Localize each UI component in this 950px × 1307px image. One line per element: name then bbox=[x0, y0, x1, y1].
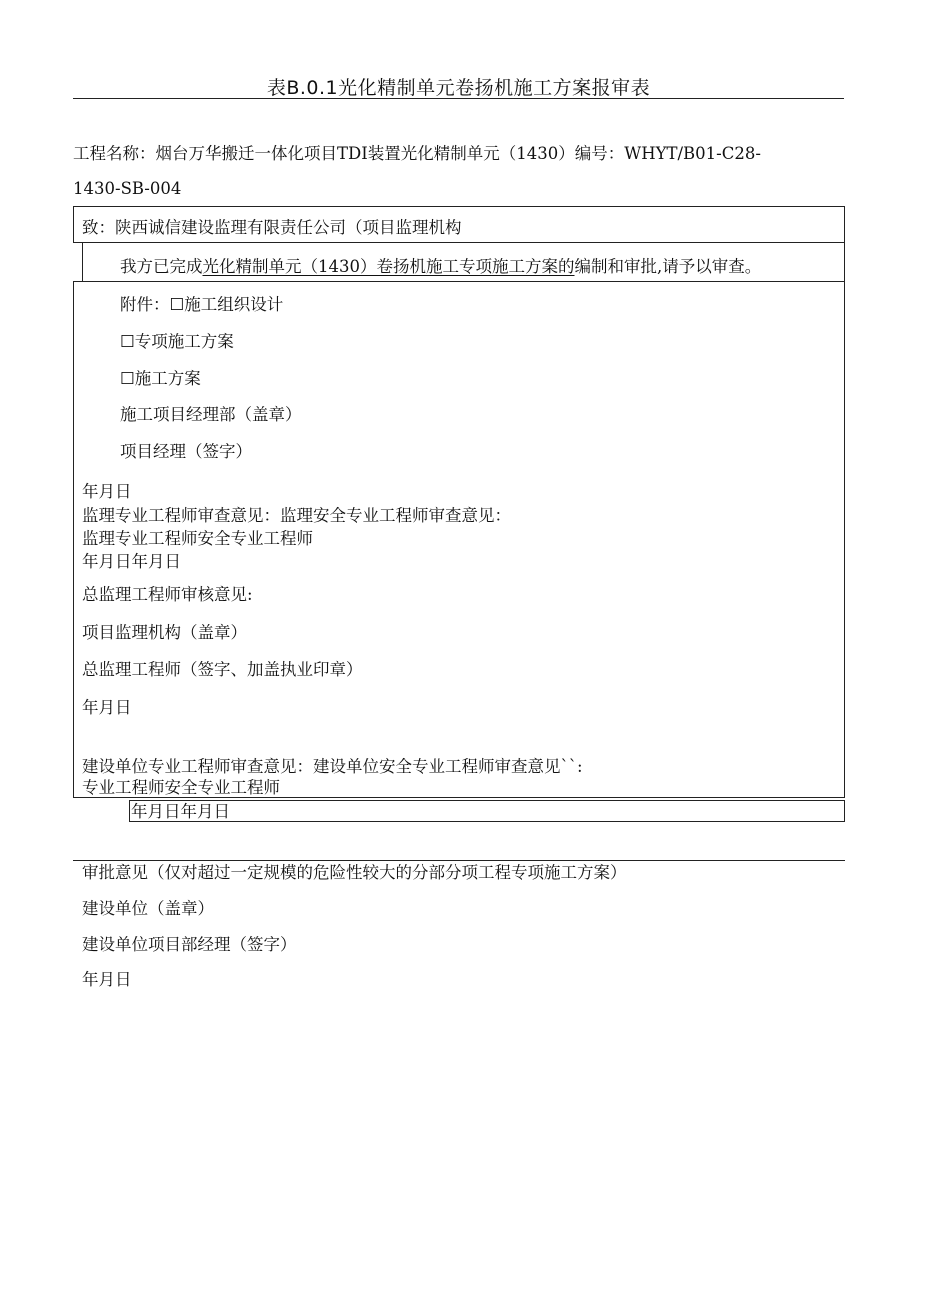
attachments-label: 附件： bbox=[120, 295, 170, 314]
project-name-line: 工程名称：烟台万华搬迁一体化项目TDI装置光化精制单元（1430）编号：WHYT/B01-C28- bbox=[73, 144, 761, 163]
attachment-item-construction-plan: 施工方案 bbox=[134, 369, 201, 388]
statement-bottom-border bbox=[73, 281, 845, 282]
statement-left-border bbox=[82, 243, 83, 281]
owner-opinion: 建设单位专业工程师审查意见：建设单位安全专业工程师审查意见``: bbox=[82, 757, 583, 776]
addressee-text: 致：陕西诚信建设监理有限责任公司（项目监理机构 bbox=[82, 218, 462, 237]
attachment-row-2 bbox=[120, 331, 234, 353]
owner-pm-sign: 建设单位项目部经理（签字） bbox=[82, 935, 297, 954]
date-chief: 年月日 bbox=[82, 698, 132, 717]
attachment-item-organization-design: 施工组织设计 bbox=[184, 295, 284, 314]
attachment-row-3 bbox=[120, 368, 201, 390]
statement-right-border bbox=[844, 243, 845, 281]
title-underline bbox=[73, 98, 844, 99]
date-contractor: 年月日 bbox=[82, 482, 132, 501]
attachment-row-1 bbox=[120, 294, 283, 316]
statement-prefix: 我方已完成 bbox=[120, 257, 203, 276]
owner-engineers: 专业工程师安全专业工程师 bbox=[82, 778, 280, 797]
date-approval: 年月日 bbox=[82, 970, 132, 989]
statement-underlined: 光化精制单元（1430）卷扬机施工专项施工方案的 bbox=[202, 257, 575, 276]
owner-date-box bbox=[129, 800, 845, 822]
page-title: 表B.0.1光化精制单元卷扬机施工方案报审表 bbox=[266, 77, 651, 99]
checkbox-construction-plan[interactable]: ☐ bbox=[120, 369, 135, 388]
approval-opinion: 审批意见（仅对超过一定规模的危险性较大的分部分项工程专项施工方案） bbox=[82, 863, 627, 882]
body-right-border bbox=[844, 281, 845, 798]
supervision-engineers: 监理专业工程师安全专业工程师 bbox=[82, 529, 313, 548]
chief-opinion: 总监理工程师审核意见: bbox=[82, 585, 253, 604]
statement-suffix: 编制和审批,请予以审查。 bbox=[574, 257, 762, 276]
supervision-seal: 项目监理机构（盖章） bbox=[82, 623, 247, 642]
body-left-border bbox=[73, 281, 74, 798]
date-supervision: 年月日年月日 bbox=[82, 552, 181, 571]
owner-seal: 建设单位（盖章） bbox=[82, 899, 214, 918]
project-code-line: 1430-SB-004 bbox=[73, 179, 182, 198]
supervision-opinion: 监理专业工程师审查意见：监理安全专业工程师审查意见： bbox=[82, 506, 511, 525]
attachment-item-special-plan: 专项施工方案 bbox=[134, 332, 234, 351]
checkbox-organization-design[interactable]: ☐ bbox=[169, 295, 185, 314]
approval-top-border bbox=[73, 860, 845, 861]
statement-text bbox=[120, 256, 761, 278]
project-manager-sign: 项目经理（签字） bbox=[120, 442, 252, 461]
chief-sign: 总监理工程师（签字、加盖执业印章） bbox=[82, 660, 363, 679]
date-owner: 年月日年月日 bbox=[131, 802, 230, 821]
checkbox-special-plan[interactable]: ☐ bbox=[120, 332, 135, 351]
contractor-seal: 施工项目经理部（盖章） bbox=[120, 405, 302, 424]
